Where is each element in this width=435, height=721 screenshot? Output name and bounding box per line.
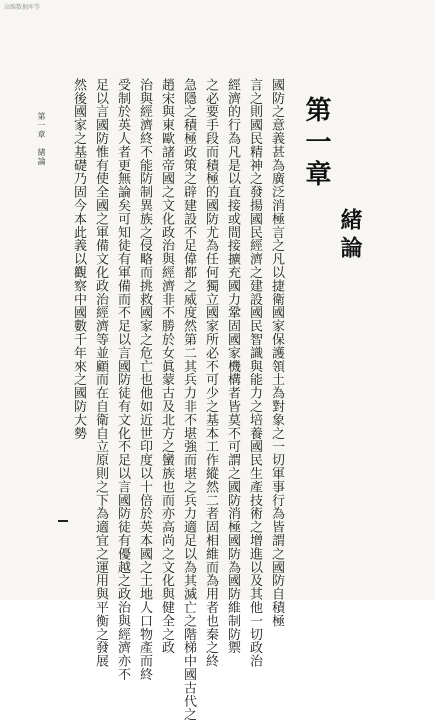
body-column-6: 趙宋與東歐諸帝國之文化政治與經濟非不勝於女眞蒙古及北方之蠻族也而亦高尚之文化與健全之政 [159, 78, 174, 655]
body-column-10: 然後國家之基礎乃固今本此義以觀察中國數千年來之國防大勢 [71, 78, 86, 440]
page-number-dash [58, 520, 68, 522]
body-column-2: 言之則國民精神之發揚國民經濟之建設國民智識與能力之培養國民生產技術之增進以及其他一切政治 [247, 78, 262, 668]
watermark-text: 高维数据库等 [4, 4, 41, 11]
chapter-title: 緒論 [337, 208, 363, 264]
body-column-1: 國防之意義甚為廣泛消極言之凡以捷衛國家保護領土為對象之一切軍事行為皆謂之國防自積極 [269, 78, 284, 628]
body-column-5: 急隱之積極政策之辟建設不足偉都之威度然第二其兵力非不堪強而堪之兵力適足以為其滅亡之階梯中國古代之 [181, 78, 196, 721]
body-column-3: 經濟的行為凡是以直接或間接擴充國力鞏固國家機構者皆莫不可謂之國防消極國防為國防維制防禦 [225, 78, 240, 655]
body-column-8: 受制於英人者更無論矣可知徒有軍備而不足以言國防徒有文化不足以言國防徒有優越之政治與經濟亦不 [115, 78, 130, 681]
running-header: 第一章 緒論 [37, 112, 46, 166]
chapter-label: 第一章 [301, 96, 331, 192]
body-column-4: 之必要手段而積極的國防尤為任何獨立國家所必不可少之基本工作縱然二者固相維而為用者也秦之終 [203, 78, 218, 668]
body-column-9: 足以言國防惟有使全國之軍備文化政治經濟等並顧而在自衛自立原則之下為適宜之運用與平衡之發展 [93, 78, 108, 668]
body-column-7: 治與經濟終不能防制異族之侵略而挑救國家之危亡也他如近世印度以十倍於英本國之土地人口物產而終 [137, 78, 152, 681]
